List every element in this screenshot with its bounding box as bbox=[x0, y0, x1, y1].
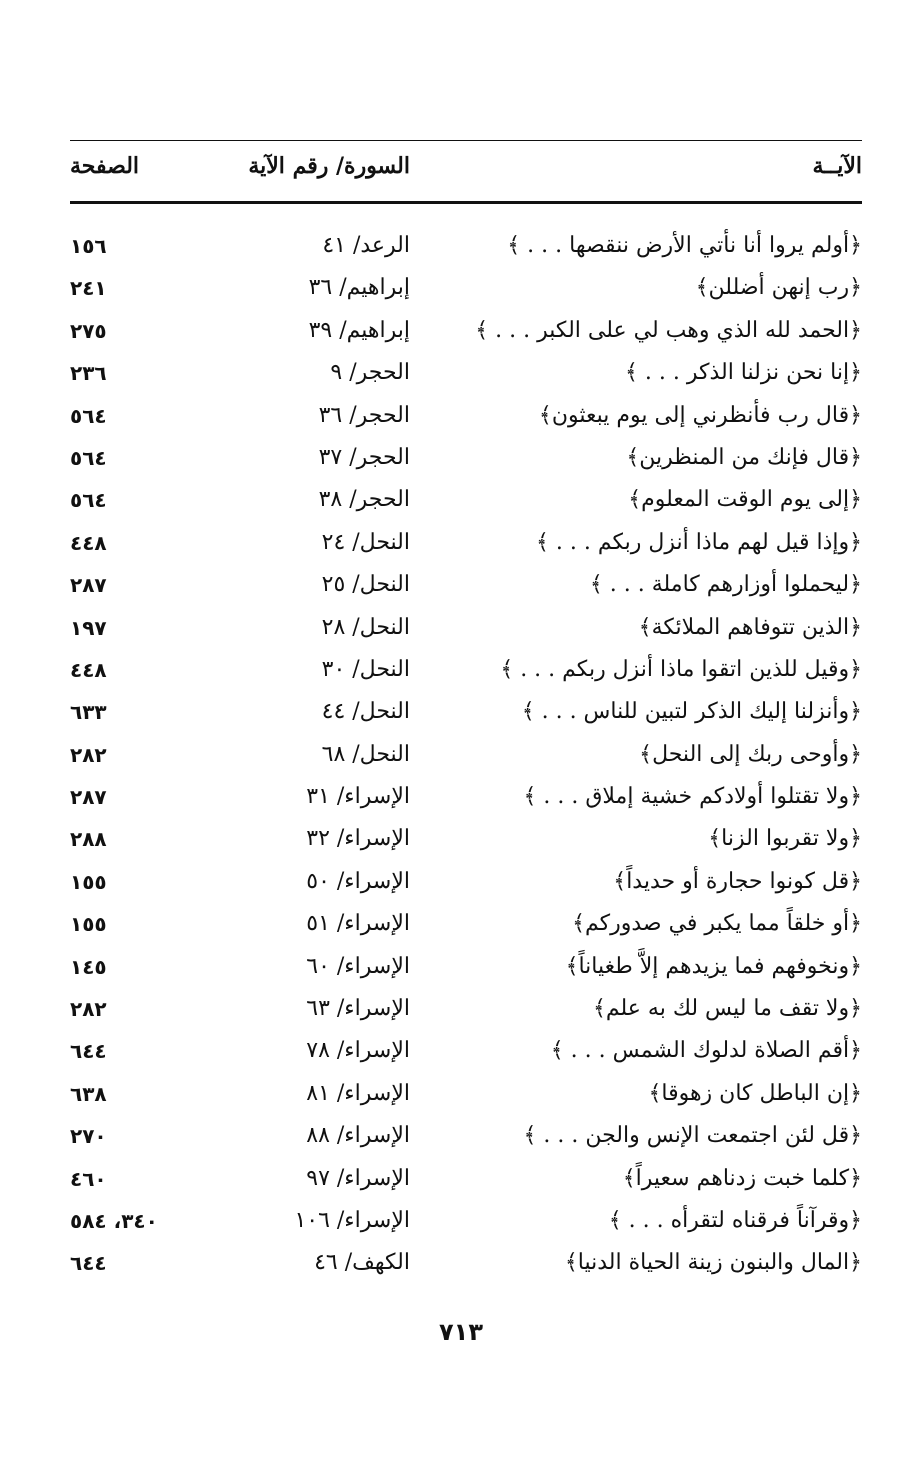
table-row bbox=[70, 228, 862, 270]
page-ref: ٣٤٠، ٥٨٤ bbox=[70, 1208, 158, 1233]
page-ref: ٢٧٥ bbox=[70, 318, 107, 343]
ayah-text: ﴿ولا تقف ما ليس لك به علم﴾ bbox=[592, 996, 862, 1022]
page-ref: ٦٤٤ bbox=[70, 1039, 107, 1064]
surah-ref: النحل/ ٤٤ bbox=[321, 699, 410, 725]
page-ref: ١٥٦ bbox=[70, 234, 107, 258]
table-row bbox=[70, 398, 862, 440]
ayah-text: ﴿أو خلقاً مما يكبر في صدوركم﴾ bbox=[572, 911, 862, 937]
surah-ref: الرعد/ ٤١ bbox=[322, 233, 410, 258]
ayah-text: ﴿وقرآناً فرقناه لتقرأه . . . ﴾ bbox=[608, 1207, 862, 1233]
table-row bbox=[70, 610, 862, 652]
surah-ref: الحجر/ ٣٧ bbox=[318, 444, 410, 470]
page-ref: ٥٦٤ bbox=[70, 488, 107, 513]
surah-ref: الإسراء/ ٣١ bbox=[306, 784, 410, 810]
surah-ref: النحل/ ٢٨ bbox=[321, 614, 410, 640]
table-row bbox=[70, 482, 862, 524]
header-page: الصفحة bbox=[70, 153, 140, 179]
ayah-text: ﴿ونخوفهم فما يزيدهم إلاَّ طغياناً﴾ bbox=[565, 953, 862, 979]
page-ref: ٤٦٠ bbox=[70, 1166, 107, 1191]
ayah-text: ﴿إنا نحن نزلنا الذكر . . . ﴾ bbox=[624, 360, 862, 386]
table-row bbox=[70, 355, 862, 397]
table-row bbox=[70, 906, 862, 948]
surah-ref: النحل/ ٣٠ bbox=[321, 656, 410, 682]
page-ref: ١٩٧ bbox=[70, 615, 107, 640]
page-ref: ٢٨٨ bbox=[70, 827, 107, 852]
table-row bbox=[70, 694, 862, 736]
surah-ref: الإسراء/ ٣٢ bbox=[306, 826, 410, 852]
surah-ref: الحجر/ ٣٨ bbox=[318, 487, 410, 513]
page-ref: ٢٨٧ bbox=[70, 785, 107, 810]
surah-ref: الكهف/ ٤٦ bbox=[314, 1250, 410, 1276]
top-rule bbox=[70, 140, 862, 141]
ayah-text: ﴿ولا تقتلوا أولادكم خشية إملاق . . . ﴾ bbox=[523, 784, 862, 810]
ayah-text: ﴿قل لئن اجتمعت الإنس والجن . . . ﴾ bbox=[523, 1123, 862, 1149]
surah-ref: النحل/ ٢٥ bbox=[321, 572, 410, 598]
ayah-text: ﴿وقيل للذين اتقوا ماذا أنزل ربكم . . . ﴾ bbox=[500, 656, 862, 682]
surah-ref: الإسراء/ ٥١ bbox=[306, 911, 410, 937]
page-ref: ٦٤٤ bbox=[70, 1251, 107, 1276]
surah-ref: الإسراء/ ٦٠ bbox=[306, 953, 410, 979]
index-table bbox=[70, 228, 862, 1288]
ayah-text: ﴿أقم الصلاة لدلوك الشمس . . . ﴾ bbox=[550, 1038, 862, 1064]
page-ref: ١٥٥ bbox=[70, 869, 107, 894]
ayah-text: ﴿إلى يوم الوقت المعلوم﴾ bbox=[628, 487, 862, 513]
page-ref: ٢٨٧ bbox=[70, 573, 107, 598]
page-ref: ٦٣٨ bbox=[70, 1081, 107, 1106]
table-row bbox=[70, 313, 862, 355]
surah-ref: الإسراء/ ٦٣ bbox=[306, 996, 410, 1022]
page-ref: ١٥٥ bbox=[70, 912, 107, 937]
surah-ref: الإسراء/ ١٠٦ bbox=[294, 1207, 410, 1233]
table-row bbox=[70, 991, 862, 1033]
table-row bbox=[70, 567, 862, 609]
page-ref: ٥٦٤ bbox=[70, 445, 107, 470]
surah-ref: الإسراء/ ٩٧ bbox=[306, 1165, 410, 1191]
surah-ref: النحل/ ٢٤ bbox=[321, 529, 410, 555]
table-row bbox=[70, 1203, 862, 1245]
surah-ref: الإسراء/ ٨٨ bbox=[306, 1123, 410, 1149]
table-row bbox=[70, 821, 862, 863]
ayah-text: ﴿وإذا قيل لهم ماذا أنزل ربكم . . . ﴾ bbox=[536, 529, 862, 555]
page-ref: ٥٦٤ bbox=[70, 403, 107, 428]
page-ref: ٤٤٨ bbox=[70, 530, 107, 555]
surah-ref: الإسراء/ ٧٨ bbox=[306, 1038, 410, 1064]
surah-ref: إبراهيم/ ٣٩ bbox=[308, 317, 410, 343]
table-row bbox=[70, 737, 862, 779]
table-row bbox=[70, 270, 862, 312]
ayah-text: ﴿ولا تقربوا الزنا﴾ bbox=[708, 826, 862, 852]
surah-ref: الإسراء/ ٥٠ bbox=[306, 868, 410, 894]
ayah-text: ﴿ليحملوا أوزارهم كاملة . . . ﴾ bbox=[589, 572, 862, 598]
surah-ref: إبراهيم/ ٣٦ bbox=[308, 275, 410, 301]
header-ayah: الآيــة bbox=[812, 153, 862, 179]
surah-ref: الإسراء/ ٨١ bbox=[306, 1080, 410, 1106]
page-number: ٧١٣ bbox=[439, 1318, 483, 1346]
ayah-text: ﴿وأنزلنا إليك الذكر لتبين للناس . . . ﴾ bbox=[521, 699, 862, 725]
table-row bbox=[70, 440, 862, 482]
page-ref: ٢٧٠ bbox=[70, 1124, 107, 1149]
surah-ref: الحجر/ ٣٦ bbox=[318, 402, 410, 428]
table-row bbox=[70, 1033, 862, 1075]
table-row bbox=[70, 1161, 862, 1203]
ayah-text: ﴿أولم يروا أنا نأتي الأرض ننقصها . . . ﴾ bbox=[507, 233, 862, 258]
ayah-text: ﴿كلما خبت زدناهم سعيراً﴾ bbox=[622, 1165, 862, 1191]
table-row bbox=[70, 652, 862, 694]
page-ref: ٢٤١ bbox=[70, 276, 107, 301]
ayah-text: ﴿قال فإنك من المنظرين﴾ bbox=[626, 444, 862, 470]
ayah-text: ﴿قال رب فأنظرني إلى يوم يبعثون﴾ bbox=[538, 402, 862, 428]
table-row bbox=[70, 949, 862, 991]
table-header bbox=[70, 148, 862, 188]
header-rule bbox=[70, 201, 862, 204]
table-row bbox=[70, 1076, 862, 1118]
table-row bbox=[70, 779, 862, 821]
page-ref: ٢٣٦ bbox=[70, 361, 107, 386]
table-row bbox=[70, 1245, 862, 1287]
ayah-text: ﴿المال والبنون زينة الحياة الدنيا﴾ bbox=[564, 1250, 862, 1276]
page-ref: ٦٣٣ bbox=[70, 700, 107, 725]
page-ref: ٢٨٢ bbox=[70, 997, 107, 1022]
table-row bbox=[70, 525, 862, 567]
page-ref: ٤٤٨ bbox=[70, 657, 107, 682]
table-row bbox=[70, 864, 862, 906]
page-ref: ١٤٥ bbox=[70, 954, 107, 979]
ayah-text: ﴿قل كونوا حجارة أو حديداً﴾ bbox=[613, 868, 862, 894]
ayah-text: ﴿رب إنهن أضللن﴾ bbox=[695, 275, 862, 301]
page-ref: ٢٨٢ bbox=[70, 742, 107, 767]
table-row bbox=[70, 1118, 862, 1160]
ayah-text: ﴿الحمد لله الذي وهب لي على الكبر . . . ﴾ bbox=[475, 317, 862, 343]
ayah-text: ﴿الذين تتوفاهم الملائكة﴾ bbox=[638, 614, 862, 640]
ayah-text: ﴿إن الباطل كان زهوقا﴾ bbox=[648, 1080, 862, 1106]
surah-ref: الحجر/ ٩ bbox=[330, 360, 410, 386]
surah-ref: النحل/ ٦٨ bbox=[321, 741, 410, 767]
header-surah: السورة/ رقم الآية bbox=[248, 153, 410, 179]
ayah-text: ﴿وأوحى ربك إلى النحل﴾ bbox=[639, 741, 862, 767]
